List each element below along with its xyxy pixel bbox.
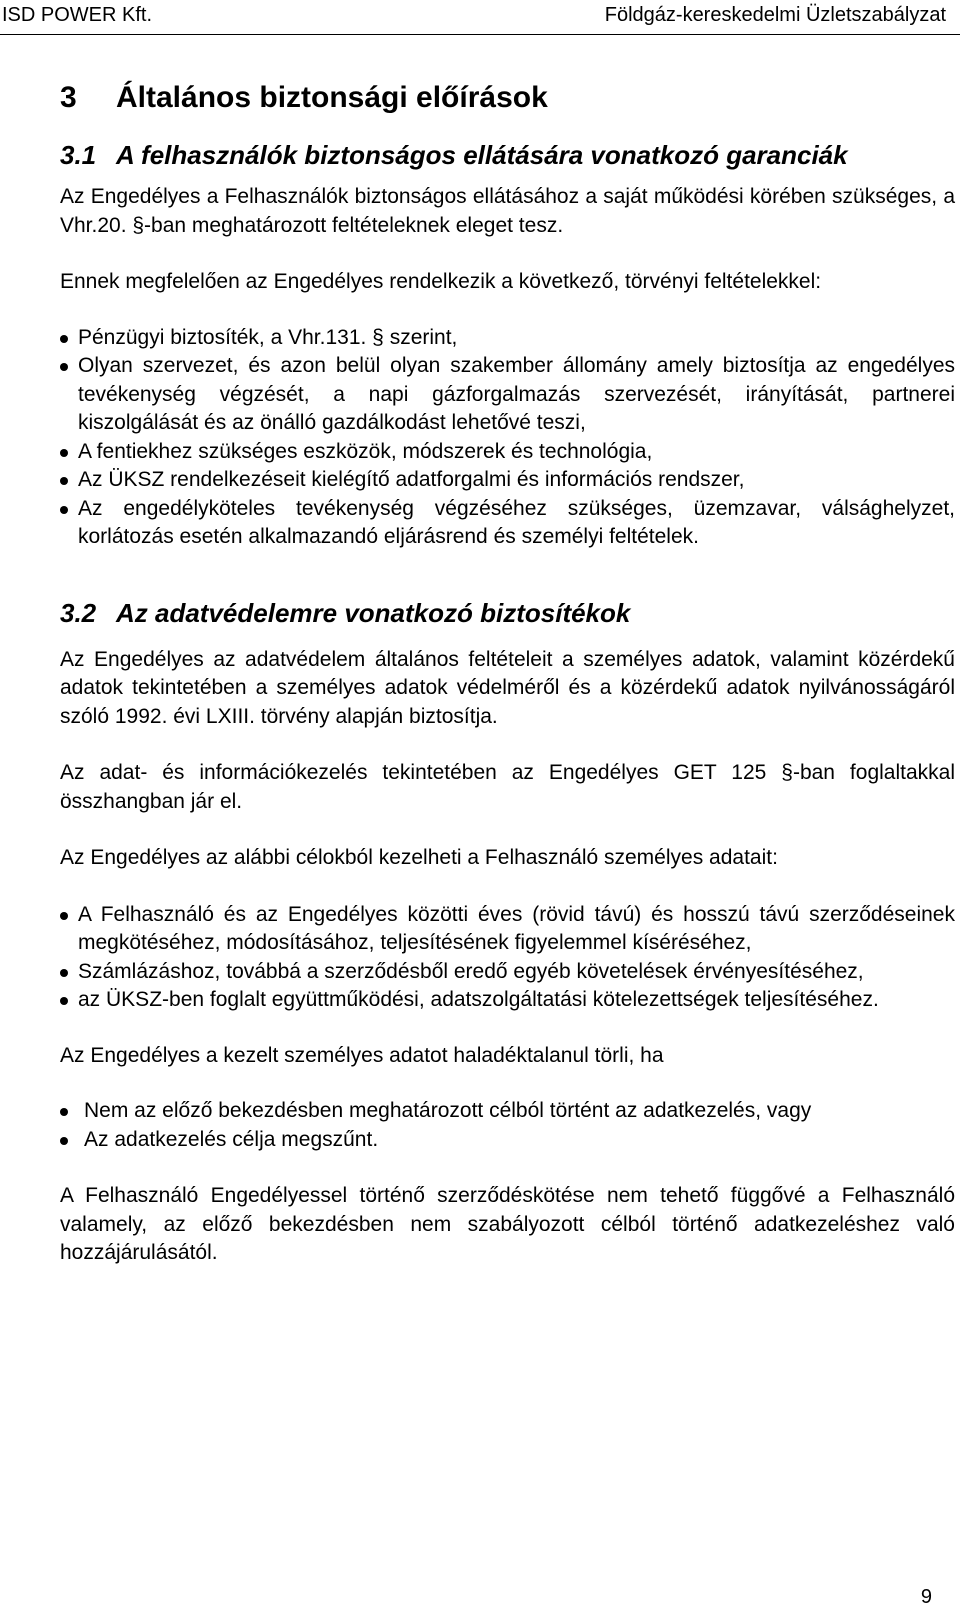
purposes-list	[60, 901, 955, 1015]
paragraph: Az adat- és információkezelés tekintetében az Engedélyes GET 125 §-ban foglaltakkal összhangban jár el.	[60, 761, 955, 813]
section-heading	[60, 70, 955, 125]
subsection-number: 3.2	[60, 598, 97, 628]
paragraph: Az Engedélyes az alábbi célokból kezelheti a Felhasználó személyes adatait:	[60, 846, 778, 869]
list-item: A Felhasználó és az Engedélyes közötti éves (rövid távú) és hosszú távú szerződéseinek megkötéséhez, módosításához, teljesítésének figyelemmel kíséréséhez,	[60, 901, 955, 958]
bullet-icon	[60, 912, 68, 920]
list-item: az ÜKSZ-ben foglalt együttműködési, adatszolgáltatási kötelezettségek teljesítéséhez.	[60, 986, 955, 1015]
subsection-heading-3-1	[60, 130, 955, 180]
paragraph: A Felhasználó Engedélyessel történő szerződéskötése nem tehető függővé a Felhasználó valamely, az előző bekezdésben nem szabályozott célból történő adatkezeléshez való hozzájárulásától.	[60, 1184, 955, 1264]
paragraph: Az Engedélyes a kezelt személyes adatot haladéktalanul törli, ha	[60, 1043, 664, 1067]
paragraph: Az Engedélyes az adatvédelem általános feltételeit a személyes adatok, valamint közérdekű adatok tekintetében a személyes adatok védelméről és a közérdekű adatok nyilvánosságáról szóló 1992. évi LXIII. törvény alapján biztosítja.	[60, 647, 955, 728]
bullet-icon	[60, 969, 68, 977]
bullet-icon	[60, 1137, 68, 1145]
list-item: Olyan szervezet, és azon belül olyan szakember állomány amely biztosítja az engedélyes tevékenység végzését, a napi gázforgalmazás szervezését, irányítását, partnerei kiszolgálását és az önálló gazdálkodást lehetővé teszi,	[60, 352, 955, 438]
subsection-number: 3.1	[60, 139, 97, 170]
bullet-icon	[60, 1108, 68, 1116]
section-number: 3	[60, 80, 77, 114]
subsection-heading-3-2	[60, 594, 955, 634]
paragraph: Az Engedélyes a Felhasználók biztonságos ellátásához a saját működési körében szükséges, a Vhr.20. §-ban meghatározott feltételeknek eleget tesz.	[60, 185, 955, 237]
list-item: Az ÜKSZ rendelkezéseit kielégítő adatforgalmi és információs rendszer,	[60, 466, 955, 495]
document-body	[60, 70, 955, 1268]
header-document-title: Földgáz-kereskedelmi Üzletszabályzat	[604, 4, 946, 26]
page-header	[0, 4, 960, 35]
subsection-title: A felhasználók biztonságos ellátására vonatkozó garanciák	[116, 139, 848, 170]
bullet-icon	[60, 363, 68, 371]
bullet-icon	[60, 477, 68, 485]
deletion-conditions-list	[60, 1097, 955, 1154]
page-number: 9	[920, 1586, 932, 1608]
header-company: ISD POWER Kft.	[2, 4, 153, 26]
bullet-icon	[60, 335, 68, 343]
requirements-list	[60, 324, 955, 552]
list-item: Számlázáshoz, továbbá a szerződésből eredő egyéb követelések érvényesítéséhez,	[60, 958, 955, 987]
section-title: Általános biztonsági előírások	[116, 80, 548, 114]
list-item: Pénzügyi biztosíték, a Vhr.131. § szerint,	[60, 324, 955, 353]
paragraph: Ennek megfelelően az Engedélyes rendelkezik a következő, törvényi feltételekkel:	[60, 270, 822, 293]
list-item: Az adatkezelés célja megszűnt.	[60, 1126, 955, 1155]
subsection-title: Az adatvédelemre vonatkozó biztosítékok	[116, 598, 631, 628]
bullet-icon	[60, 997, 68, 1005]
list-item: Nem az előző bekezdésben meghatározott célból történt az adatkezelés, vagy	[60, 1097, 955, 1126]
bullet-icon	[60, 506, 68, 514]
list-item: A fentiekhez szükséges eszközök, módszerek és technológia,	[60, 438, 955, 467]
list-item: Az engedélyköteles tevékenység végzéséhez szükséges, üzemzavar, válsághelyzet, korlátozás esetén alkalmazandó eljárásrend és személyi feltételek.	[60, 495, 955, 552]
bullet-icon	[60, 449, 68, 457]
